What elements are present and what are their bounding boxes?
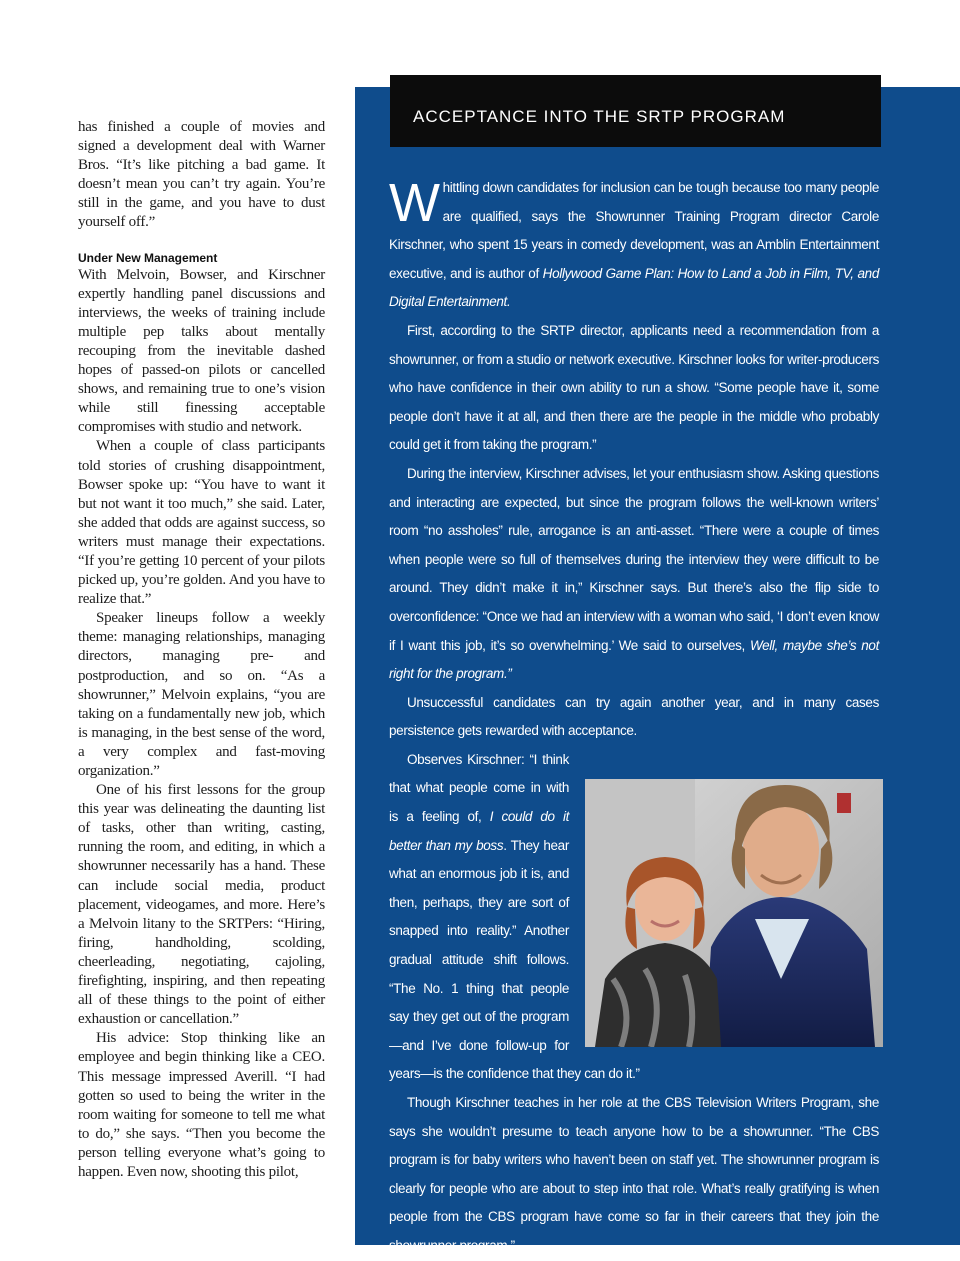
sidebar-paragraph: Unsuccessful candidates can try again another year, and in many cases persistence gets rewarded with acceptance. [389, 694, 879, 739]
sidebar-title: ACCEPTANCE INTO THE SRTP PROGRAM [390, 75, 881, 147]
book-title: Hollywood Game Plan: How to Land a Job in Film, TV, and Digital Entertainment. [389, 265, 879, 310]
portrait-photo [585, 779, 883, 1047]
article-paragraph: His advice: Stop thinking like an employee and begin thinking like a CEO. This message impressed Averill. “I had gotten so used to being the writer in the room waiting for someone to tell me what to do,” she says. “Then you become the person telling everyone what’s going to happen. Even now, shooting this pilot, [78, 1030, 325, 1180]
drop-cap: W [389, 173, 440, 233]
sidebar-paragraph: Though Kirschner teaches in her role at the CBS Television Writers Program, she says she wouldn’t presume to teach anyone how to be a showrunner. “The CBS program is for baby writers who haven’t been on staff yet. The showrunner program is clearly for people who are about to step into that role. What’s really gratifying is when people from the CBS program have come so far in their careers that they join the showrunner program.” [389, 1095, 879, 1253]
sidebar-paragraph: Observes Kirschner: “I think that what people come in with is a feeling of, I could do it better than my boss. They hear what an enormous job it is, and then, perhaps, they are sort of snapped into reality.” Another gradual attitude shift follows. “The No. 1 thing that people say they get out of the program—and I’ve done follow-up for years—is the confidence that they can do it.” [389, 746, 879, 1089]
photo-illustration [585, 779, 883, 1047]
article-paragraph: has finished a couple of movies and signed a development deal with Warner Bros. “It’s like pitching a bad game. It doesn’t mean you can’t try again. You’re still in the game, and you have to dust yourself off.” [78, 119, 325, 231]
article-paragraph: Speaker lineups follow a weekly theme: managing relationships, managing directors, managing pre- and postproduction, and so on. “As a showrunner,” Melvoin explains, “you are taking on a fundamentally new job, which is managing, in the best sense of the word, a very complex and fast-moving organization.” [78, 610, 325, 779]
sidebar-paragraph: Whittling down candidates for inclusion can be tough because too many people are qualified, says the Showrunner Training Program director Carole Kirschner, who spent 15 years in comedy development, was an Amblin Entertainment executive, and is author of Hollywood Game Plan: How to Land a Job in Film, TV, and Digital Entertainment. [389, 173, 879, 310]
article-paragraph: When a couple of class participants told stories of crushing disappointment, Bowser spoke up: “You have to want it but not want it too much,” she said. Later, she added that odds are against success, so writers must manage their expectations. “If you’re getting 10 percent of your pilots picked up, you’re golden. And you have to realize that.” [78, 438, 325, 608]
sidebar-body [389, 174, 879, 1261]
sidebar-paragraph: During the interview, Kirschner advises, let your enthusiasm show. Asking questions and interacting are expected, but since the program follows the well-known writers’ room “no assholes” rule, arrogance is an anti-asset. “There were a couple of times when people were so full of themselves during the interview they were difficult to be around. They didn’t make it in,” Kirschner says. But there’s also the flip side to overconfidence: “Once we had an interview with a woman who said, ‘I don’t even know if I want this job, it’s so overwhelming.’ We said to ourselves, Well, maybe she’s not right for the program.” [389, 465, 879, 682]
section-heading: Under New Management [78, 250, 218, 265]
article-paragraph: With Melvoin, Bowser, and Kirschner expertly handling panel discussions and interviews, the weeks of training include multiple pep talks about mentally recouping from the inevitable dashed hopes of passed-on pilots or cancelled shows, and remaining true to one’s vision while still finessing acceptable compromises with studio and network. [78, 266, 325, 436]
main-article-column [78, 118, 325, 1182]
sidebar-paragraph: First, according to the SRTP director, applicants need a recommendation from a showrunner, or from a studio or network executive. Kirschner looks for writer-producers who have confidence in their own ability to run a show. “Some people have it, some people don’t have it at all, and then there are the people in the middle who probably could get it from taking the program.” [389, 322, 879, 453]
article-paragraph: One of his first lessons for the group this year was delineating the daunting list of tasks, other than writing, casting, running the room, and editing, in which a showrunner necessarily has a hand. These can include social media, product placement, videogames, and more. Here’s a Melvoin litany to the SRTPers: “Hiring, firing, handholding, scolding, cheerleading, negotiating, cajoling, firefighting, inspiring, and then repeating all of these things to the point of either exhaustion or cancellation.” [78, 782, 325, 1028]
